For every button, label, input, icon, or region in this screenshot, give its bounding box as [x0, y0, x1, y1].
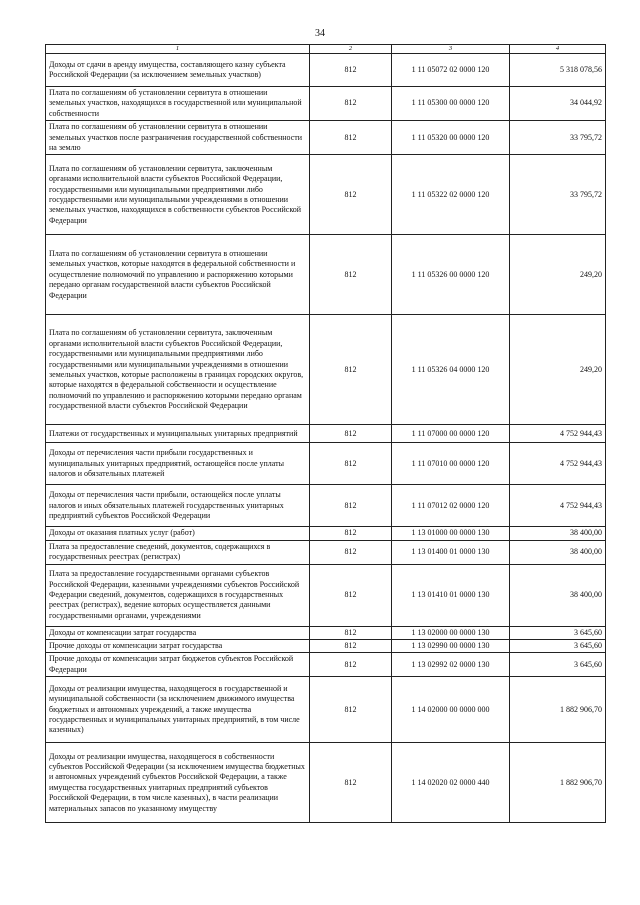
table-row: [46, 425, 606, 443]
table-row: [46, 540, 606, 564]
row-name: Плата по соглашениям об установлении сервитута, заключенным органами исполнительной власти субъектов Российской Федерации, государственными или муниципальными предприятиями либо государственными или муниципальными учреждениями в отношении земельных участков, которые расположены в границах городских округов, которые находятся в федеральной собственности и осуществление полномочий по управлению и распоряжению которыми передано органам государственной власти субъектов Российской Федерации: [46, 315, 310, 425]
row-budget-code: 1 13 01410 01 0000 130: [392, 564, 510, 626]
row-amount: 5 318 078,56: [510, 54, 606, 87]
row-name: Доходы от компенсации затрат государства: [46, 626, 310, 639]
row-budget-code: 1 11 05320 00 0000 120: [392, 121, 510, 155]
row-amount: 33 795,72: [510, 121, 606, 155]
row-name: Плата по соглашениям об установлении сервитута, заключенным органами исполнительной власти субъектов Российской Федерации, государственными или муниципальными предприятиями либо государственными или муниципальными учреждениями в отношении земельных участков, находящихся в собственности субъектов Российской Федерации: [46, 155, 310, 235]
row-budget-code: 1 11 05322 02 0000 120: [392, 155, 510, 235]
page-number: 34: [315, 28, 325, 39]
row-budget-code: 1 14 02000 00 0000 000: [392, 677, 510, 743]
row-amount: 3 645,60: [510, 626, 606, 639]
column-header-1: 1: [46, 45, 310, 54]
row-amount: 249,20: [510, 235, 606, 315]
row-admin-code: 812: [310, 235, 392, 315]
row-budget-code: 1 13 02992 02 0000 130: [392, 653, 510, 677]
row-admin-code: 812: [310, 87, 392, 121]
table-row: [46, 653, 606, 677]
column-header-3: 3: [392, 45, 510, 54]
row-name: Плата по соглашениям об установлении сервитута в отношении земельных участков, которые находятся в федеральной собственности и осуществление полномочий по управлению и распоряжению которыми передано органам государственной власти субъектов Российской Федерации: [46, 235, 310, 315]
row-admin-code: 812: [310, 121, 392, 155]
row-amount: 1 882 906,70: [510, 743, 606, 823]
row-admin-code: 812: [310, 155, 392, 235]
row-admin-code: 812: [310, 540, 392, 564]
row-admin-code: 812: [310, 743, 392, 823]
row-budget-code: 1 11 05326 00 0000 120: [392, 235, 510, 315]
table-row: [46, 564, 606, 626]
row-name: Плата за предоставление государственными органами субъектов Российской Федерации, казенными учреждениями субъектов Российской Федерации сведений, документов, содержащихся в государственных реестрах (регистрах), ведение которых осуществляется данными государственными органами, учреждениями: [46, 564, 310, 626]
row-admin-code: 812: [310, 626, 392, 639]
row-budget-code: 1 13 02000 00 0000 130: [392, 626, 510, 639]
table-row: [46, 443, 606, 485]
row-budget-code: 1 11 07010 00 0000 120: [392, 443, 510, 485]
row-admin-code: 812: [310, 485, 392, 527]
row-amount: 38 400,00: [510, 564, 606, 626]
table-row: [46, 87, 606, 121]
row-admin-code: 812: [310, 564, 392, 626]
row-name: Доходы от реализации имущества, находящегося в государственной и муниципальной собственности (за исключением движимого имущества бюджетных и автономных учреждений, а также имущества государственных и муниципальных унитарных предприятий, в том числе казенных): [46, 677, 310, 743]
row-admin-code: 812: [310, 653, 392, 677]
row-name: Плата по соглашениям об установлении сервитута в отношении земельных участков после разграничения государственной собственности на землю: [46, 121, 310, 155]
row-name: Плата за предоставление сведений, документов, содержащихся в государственных реестрах (регистрах): [46, 540, 310, 564]
row-budget-code: 1 13 01400 01 0000 130: [392, 540, 510, 564]
row-amount: 3 645,60: [510, 653, 606, 677]
row-amount: 249,20: [510, 315, 606, 425]
row-budget-code: 1 14 02020 02 0000 440: [392, 743, 510, 823]
table-row: [46, 155, 606, 235]
row-name: Доходы от реализации имущества, находящегося в собственности субъектов Российской Федерации (за исключением имущества бюджетных и автономных учреждений субъектов Российской Федерации, а также имущества государственных унитарных предприятий субъектов Российской Федерации, в том числе казенных), в части реализации материальных запасов по указанному имуществу: [46, 743, 310, 823]
table-row: [46, 677, 606, 743]
row-amount: 4 752 944,43: [510, 485, 606, 527]
row-amount: 1 882 906,70: [510, 677, 606, 743]
row-budget-code: 1 11 07000 00 0000 120: [392, 425, 510, 443]
column-number-row: [46, 45, 606, 54]
row-admin-code: 812: [310, 425, 392, 443]
row-amount: 4 752 944,43: [510, 443, 606, 485]
row-admin-code: 812: [310, 527, 392, 540]
row-amount: 38 400,00: [510, 540, 606, 564]
row-name: Платежи от государственных и муниципальных унитарных предприятий: [46, 425, 310, 443]
table-row: [46, 54, 606, 87]
row-amount: 4 752 944,43: [510, 425, 606, 443]
row-budget-code: 1 13 01000 00 0000 130: [392, 527, 510, 540]
table-row: [46, 121, 606, 155]
row-budget-code: 1 11 05300 00 0000 120: [392, 87, 510, 121]
row-admin-code: 812: [310, 677, 392, 743]
row-name: Доходы от перечисления части прибыли государственных и муниципальных унитарных предприятий, остающейся после уплаты налогов и обязательных платежей: [46, 443, 310, 485]
column-header-4: 4: [510, 45, 606, 54]
row-amount: 33 795,72: [510, 155, 606, 235]
table-row: [46, 640, 606, 653]
row-amount: 38 400,00: [510, 527, 606, 540]
row-admin-code: 812: [310, 443, 392, 485]
row-name: Прочие доходы от компенсации затрат государства: [46, 640, 310, 653]
table-row: [46, 235, 606, 315]
row-name: Доходы от перечисления части прибыли, остающейся после уплаты налогов и иных обязательных платежей государственных унитарных предприятий субъектов Российской Федерации: [46, 485, 310, 527]
table-row: [46, 315, 606, 425]
row-budget-code: 1 13 02990 00 0000 130: [392, 640, 510, 653]
row-amount: 3 645,60: [510, 640, 606, 653]
row-budget-code: 1 11 07012 02 0000 120: [392, 485, 510, 527]
column-header-2: 2: [310, 45, 392, 54]
table-row: [46, 743, 606, 823]
row-name: Прочие доходы от компенсации затрат бюджетов субъектов Российской Федерации: [46, 653, 310, 677]
row-budget-code: 1 11 05326 04 0000 120: [392, 315, 510, 425]
row-amount: 34 044,92: [510, 87, 606, 121]
row-budget-code: 1 11 05072 02 0000 120: [392, 54, 510, 87]
table-row: [46, 626, 606, 639]
table-row: [46, 485, 606, 527]
row-name: Доходы от оказания платных услуг (работ): [46, 527, 310, 540]
revenue-table: [45, 44, 606, 823]
row-name: Плата по соглашениям об установлении сервитута в отношении земельных участков, находящихся в государственной или муниципальной собственности: [46, 87, 310, 121]
row-admin-code: 812: [310, 315, 392, 425]
row-admin-code: 812: [310, 640, 392, 653]
table-row: [46, 527, 606, 540]
row-admin-code: 812: [310, 54, 392, 87]
row-name: Доходы от сдачи в аренду имущества, составляющего казну субъекта Российской Федерации (за исключением земельных участков): [46, 54, 310, 87]
